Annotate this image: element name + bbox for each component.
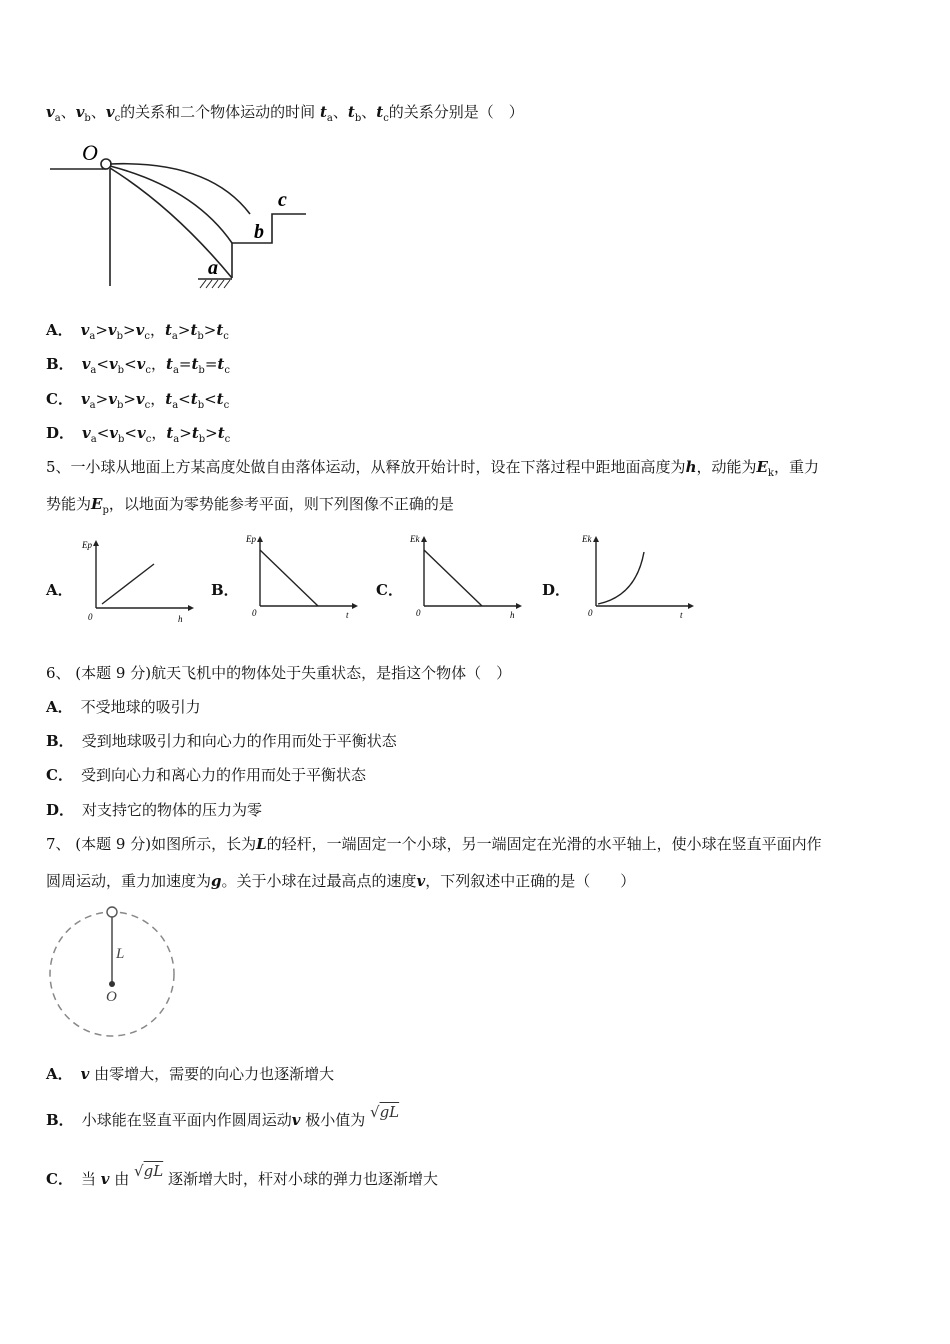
q6-option-a: A． 不受地球的吸引力 (46, 698, 201, 716)
svg-text:Ep: Ep (246, 534, 256, 544)
svg-text:h: h (510, 610, 515, 620)
q5-graph-d (578, 530, 698, 622)
q5-graph-b (242, 530, 362, 622)
q6-option-c: C． 受到向心力和离心力的作用而处于平衡状态 (46, 766, 366, 784)
q7-stem-line2: 圆周运动，重力加速度为g。关于小球在过最高点的速度v，下列叙述中正确的是（ ） (46, 872, 636, 890)
svg-text:0: 0 (252, 608, 257, 618)
q6-option-b: B． 受到地球吸引力和向心力的作用而处于平衡状态 (46, 732, 397, 750)
q4-option-c: C． $v_a>v_b>v_c$，$t_a<t_b<t_c$ (46, 390, 230, 411)
q4-figure (44, 138, 314, 298)
q7-stem-line1: 7、 (本题 9 分)如图所示，长为L的轻杆，一端固定一个小球，另一端固定在光滑的水平轴上，使小球在竖直平面内作 (46, 835, 822, 853)
svg-text:0: 0 (88, 612, 93, 622)
q5-stem-line2: 势能为$E_p$，以地面为零势能参考平面，则下列图像不正确的是 (46, 495, 454, 516)
q4-option-b: B． $v_a<v_b<v_c$，$t_a=t_b=t_c$ (46, 355, 230, 376)
q4-option-a: A． $v_a>v_b>v_c$，$t_a>t_b>t_c$ (46, 321, 229, 342)
q4-label-o: O (82, 140, 98, 165)
q5-graph-a-label: A． (46, 581, 73, 599)
q7-option-a: A． v 由零增大，需要的向心力也逐渐增大 (46, 1065, 335, 1083)
svg-text:t: t (680, 610, 683, 620)
q5-graph-c-label: C． (376, 581, 403, 599)
svg-text:t: t (346, 610, 349, 620)
svg-text:0: 0 (588, 608, 593, 618)
svg-text:Ek: Ek (410, 534, 420, 544)
svg-text:0: 0 (416, 608, 421, 618)
q4-label-a: a (208, 257, 218, 279)
q7-label-l: L (116, 946, 125, 962)
svg-text:Ep: Ep (82, 540, 92, 550)
q4-stem: $v_a$、$v_b$、$v_c$的关系和二个物体运动的时间 $t_a$、$t_b$、$t_c$的关系分别是（ ） (46, 103, 524, 124)
q5-graph-d-label: D． (542, 581, 571, 599)
q6-stem: 6、 (本题 9 分)航天飞机中的物体处于失重状态，是指这个物体（ ） (46, 664, 512, 682)
q5-graph-a (78, 534, 198, 626)
svg-text:h: h (178, 614, 183, 624)
q4-option-d: D． $v_a<v_b<v_c$，$t_a>t_b>t_c$ (46, 424, 231, 445)
q6-option-d: D． 对支持它的物体的压力为零 (46, 801, 263, 819)
sqrt-gl-c: √gL (134, 1162, 164, 1180)
q5-stem-line1: 5、一小球从地面上方某高度处做自由落体运动，从释放开始计时，设在下落过程中距地面高度为h，动能为$E_k$，重力 (46, 458, 819, 479)
q7-label-o: O (106, 989, 117, 1005)
q5-graph-b-label: B． (211, 581, 239, 599)
q7-option-c: C． 当 v 由 √gL 逐渐增大时，杆对小球的弹力也逐渐增大 (46, 1162, 438, 1188)
q7-figure (44, 902, 184, 1042)
q7-option-b: B． 小球能在竖直平面内作圆周运动v 极小值为 √gL (46, 1103, 400, 1129)
q4-label-c: c (278, 189, 287, 211)
q5-graph-c (406, 530, 526, 622)
q4-label-b: b (254, 221, 264, 243)
sqrt-gl: √gL (370, 1103, 400, 1121)
svg-text:Ek: Ek (582, 534, 592, 544)
